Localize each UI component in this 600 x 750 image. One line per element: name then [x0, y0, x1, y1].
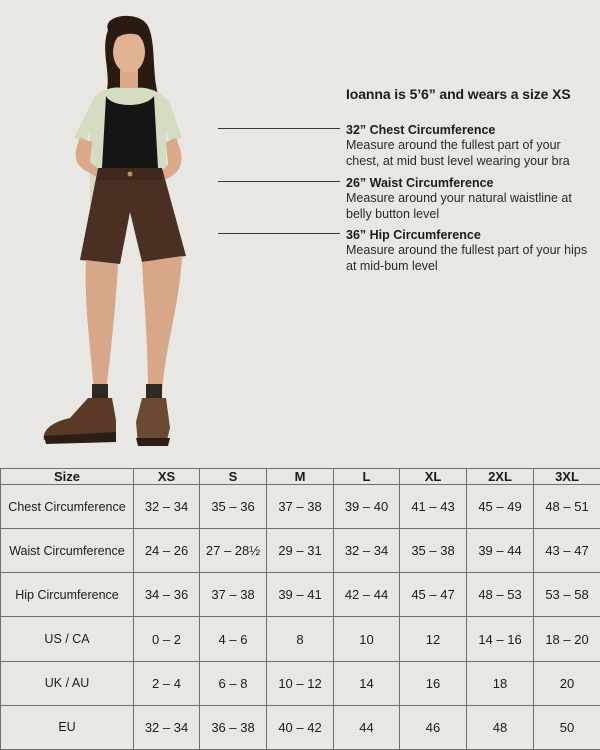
table-cell: 27 – 28½ — [200, 529, 267, 573]
table-cell: 35 – 38 — [400, 529, 467, 573]
chest-measurement-desc-line1: Measure around the fullest part of your — [346, 138, 561, 152]
header-3xl: 3XL — [534, 469, 600, 485]
table-cell: 43 – 47 — [534, 529, 600, 573]
table-cell: 37 – 38 — [200, 573, 267, 617]
table-cell: 20 — [534, 661, 600, 705]
header-xl: XL — [400, 469, 467, 485]
table-cell: 32 – 34 — [334, 529, 400, 573]
table-cell: 53 – 58 — [534, 573, 600, 617]
table-cell: 32 – 34 — [134, 485, 200, 529]
hip-measurement-desc-line2: at mid-bum level — [346, 258, 438, 273]
waist-measurement-desc-line2: belly button level — [346, 206, 440, 221]
chest-measurement-desc-line2: chest, at mid bust level wearing your bra — [346, 153, 570, 168]
hip-measurement-desc-line1: Measure around the fullest part of your hips — [346, 243, 588, 257]
table-row — [1, 529, 600, 573]
table-row — [1, 617, 600, 661]
table-cell: 50 — [534, 705, 600, 749]
table-header-row — [1, 469, 600, 485]
row-label: UK / AU — [1, 661, 134, 705]
table-row — [1, 485, 600, 529]
table-cell: 48 – 51 — [534, 485, 600, 529]
table-cell: 16 — [400, 661, 467, 705]
hip-measurement-title: 36” Hip Circumference — [346, 228, 481, 242]
table-cell: 39 – 41 — [267, 573, 334, 617]
table-cell: 39 – 40 — [334, 485, 400, 529]
table-cell: 0 – 2 — [134, 617, 200, 661]
table-cell: 29 – 31 — [267, 529, 334, 573]
table-cell: 45 – 47 — [400, 573, 467, 617]
row-label: Waist Circumference — [1, 529, 134, 573]
table-cell: 10 – 12 — [267, 661, 334, 705]
chest-measurement-title: 32” Chest Circumference — [346, 123, 496, 137]
table-cell: 14 – 16 — [467, 617, 534, 661]
waist-leader-line — [218, 181, 340, 182]
header-l: L — [334, 469, 400, 485]
table-cell: 48 — [467, 705, 534, 749]
table-cell: 40 – 42 — [267, 705, 334, 749]
table-cell: 44 — [334, 705, 400, 749]
row-label: Hip Circumference — [1, 573, 134, 617]
table-cell: 2 – 4 — [134, 661, 200, 705]
header-2xl: 2XL — [467, 469, 534, 485]
table-cell: 6 – 8 — [200, 661, 267, 705]
header-xs: XS — [134, 469, 200, 485]
table-cell: 42 – 44 — [334, 573, 400, 617]
row-label: US / CA — [1, 617, 134, 661]
header-size: Size — [1, 469, 134, 485]
waist-measurement-desc-line1: Measure around your natural waistline at — [346, 191, 572, 205]
table-row — [1, 705, 600, 749]
table-cell: 12 — [400, 617, 467, 661]
waist-measurement-title: 26” Waist Circumference — [346, 176, 494, 190]
table-cell: 10 — [334, 617, 400, 661]
waist-measurement — [346, 176, 591, 222]
table-cell: 41 – 43 — [400, 485, 467, 529]
table-cell: 36 – 38 — [200, 705, 267, 749]
model-caption: Ioanna is 5’6” and wears a size XS — [346, 86, 571, 102]
table-cell: 32 – 34 — [134, 705, 200, 749]
header-m: M — [267, 469, 334, 485]
table-cell: 35 – 36 — [200, 485, 267, 529]
table-cell: 14 — [334, 661, 400, 705]
model-photo — [30, 12, 220, 452]
table-cell: 45 – 49 — [467, 485, 534, 529]
row-label: Chest Circumference — [1, 485, 134, 529]
chest-measurement — [346, 123, 591, 169]
row-label: EU — [1, 705, 134, 749]
hip-leader-line — [218, 233, 340, 234]
header-s: S — [200, 469, 267, 485]
table-row — [1, 661, 600, 705]
table-cell: 8 — [267, 617, 334, 661]
table-cell: 37 – 38 — [267, 485, 334, 529]
table-cell: 18 – 20 — [534, 617, 600, 661]
table-cell: 18 — [467, 661, 534, 705]
chest-leader-line — [218, 128, 340, 129]
table-cell: 46 — [400, 705, 467, 749]
table-cell: 4 – 6 — [200, 617, 267, 661]
table-cell: 39 – 44 — [467, 529, 534, 573]
size-chart-table — [0, 468, 600, 750]
table-cell: 48 – 53 — [467, 573, 534, 617]
table-cell: 34 – 36 — [134, 573, 200, 617]
table-row — [1, 573, 600, 617]
hip-measurement — [346, 228, 591, 274]
table-cell: 24 – 26 — [134, 529, 200, 573]
